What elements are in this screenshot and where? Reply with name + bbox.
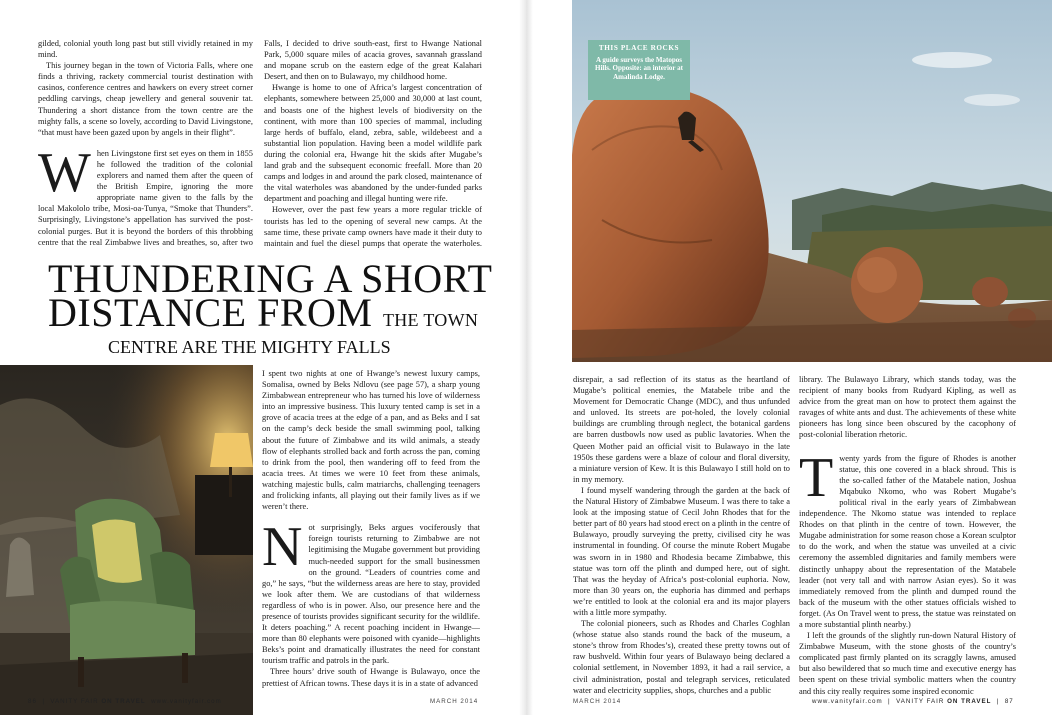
dropcap-paragraph bbox=[38, 141, 253, 250]
magazine-name: VANITY FAIR bbox=[50, 698, 99, 705]
dropcap-letter: W bbox=[38, 141, 91, 204]
dropcap-paragraph-text: hen Livingstone first set eyes on them in 1855 he followed the tradition of the colonial explorers and named them after the queen of the British Empire, ignoring the more appropriate name given to the falls by the local Makololo tribe, Mosi-oa-Tunya, “Smoke that Thunders”. Surprisingly, Livingstone’s appellation has survived the post-colonial purges. But it is beyond the borders of this throbbing centre that the real Zimbabwe lives and breathes, so, after two bbox=[38, 148, 253, 247]
left-page bbox=[0, 0, 520, 715]
dropcap-letter: T bbox=[799, 446, 834, 509]
body-paragraph: However, over the past few years a more regular trickle of tourists has led to the opening of several new camps. At the same time, these private camp owners have made it their duty to maintain and fuel the diesel pumps that operate the waterholes. bbox=[264, 205, 482, 248]
body-paragraph: Falls, I decided to drive south-east, first to Hwange National Park, 5,000 square miles of acacia groves, savannah grassland and mopane scrub on the eastern edge of the great Kalahari Desert, and then on to Bulawayo, my childhood home. bbox=[264, 39, 482, 82]
section-name: ON TRAVEL bbox=[101, 698, 146, 705]
body-paragraph: disrepair, a sad reflection of its status as the heartland of Mugabe’s political enemies, the Matabele tribe and the Movement for Democratic Change (MDC), and thus unfunded and unloved. Its streets are pot-holed, the lovely colonial buildings are crumbling through neglect, the botanical gardens are barren dustbowls now used as public lavatories. When the Queen Mother paid an official visit to Bulawayo in the late 1950s these gardens were a blaze of colour and floral diversity, a miniature version of Kew. It is this Bulawayo I still hold on to in my memory. bbox=[573, 375, 790, 484]
magazine-name: VANITY FAIR bbox=[896, 698, 945, 705]
folio-date-right: MARCH 2014 bbox=[573, 698, 622, 705]
left-column-2 bbox=[264, 38, 482, 250]
matopos-hills-photo bbox=[572, 0, 1052, 362]
body-paragraph: I left the grounds of the slightly run-down Natural History of Zimbabwe Museum, with the stone ghosts of the country’s complicated past firmly planted on its scraggly lawns, amused but also bewildered that so much time and executive energy has been spent on these trivial symbolic matters when the country and this city really requires some inspired economic bbox=[799, 631, 1016, 696]
page-number: 87 bbox=[1004, 698, 1014, 705]
dropcap-paragraph-text: wenty yards from the figure of Rhodes is another statue, this one covered in a black shroud. This is the so-called father of the Matabele nation, Joshua Mqabuko Nkomo, who was Robert Mugabe’s political rival in the early years of Zimbabwean independence. The Nkomo statue was intended to replace Rhodes on that plinth in the centre of town. However, the Mugabe administration for some reason chose a Korean sculptor to do the work, and when the statue was unveiled at a civic ceremony the assembled dignitaries and family members were distinctly unhappy about the representation of the Matabele leader (not very tall and with narrow Asian eyes). So it was immediately removed from the plinth and dumped round the back of the museum with the other statues officials wished to forget. (As On Travel went to press, the statue was reinstated on a more substantial plinth nearby.) bbox=[799, 453, 1016, 629]
body-paragraph: gilded, colonial youth long past but still vividly retained in my mind. bbox=[38, 39, 253, 60]
headline-line-2 bbox=[48, 290, 518, 337]
caption-title: THIS PLACE ROCKS bbox=[598, 44, 680, 52]
headline-line-3: CENTRE ARE THE MIGHTY FALLS bbox=[108, 337, 391, 357]
headline-line-2-small: THE TOWN bbox=[382, 310, 479, 330]
dropcap-letter: N bbox=[262, 516, 303, 579]
right-page bbox=[532, 0, 1052, 715]
body-paragraph: Hwange is home to one of Africa’s largest concentration of elephants, somewhere between 25,000 and 30,000 at last count, and boasts one of the highest levels of biodiversity on the continent, with more than 100 species of mammal, including large herds of buffalo, eland, zebra, sable, wildebeest and a substantial lion population. Having been a model wildlife park during the colonial era, Hwange hit the skids after Mugabe’s land grab and the subsequent economic freefall. More than 20 camps and lodges in and around the park closed, maintenance of the vital waterholes was abandoned by the under-funded parks department and poaching and illegal hunting were rife. bbox=[264, 83, 482, 204]
body-paragraph: Three hours’ drive south of Hwange is Bulawayo, once the prettiest of African towns. These days it is in a state of advanced bbox=[262, 667, 480, 688]
left-column-1 bbox=[38, 38, 253, 250]
headline bbox=[48, 256, 518, 357]
page-number: 86 bbox=[28, 698, 37, 705]
body-paragraph: This journey began in the town of Victoria Falls, where one finds a thriving, rackety commercial tourist destination with casinos, conference centres and hawkers on every street corner peddling carvings, cheap jewellery and general souvenir tat. Thundering a short distance from the town centre are the mighty falls, a scene so lovely, according to David Livingstone, “that must have been gazed upon by angels in their flight”. bbox=[38, 61, 253, 137]
right-column-1 bbox=[573, 374, 790, 702]
website-url: www.vanityfair.com bbox=[151, 698, 222, 705]
body-paragraph: I spent two nights at one of Hwange’s newest luxury camps, Somalisa, owned by Beks Ndlovu (see page 57), a sharp young Zimbabwean entrepreneur who has turned his love of wilderness into an impressive business. This luxury tented camp is set in a grove of acacia trees at the edge of a pan, and as Beks and I sat on the camp’s deck beside the small swimming pool, talking about the future of Zimbabwe and its wild animals, a steady flow of elephants strolled back and forth across the pan, coming to drink from the pool, then wandering off to feed from the acacia trees. At times we were 10 feet from these animals, watching majestic bulls, calm matriarchs, challenging teenagers and frolicking infants, all playing out their family lives as if we weren’t there. bbox=[262, 369, 480, 512]
armchair-interior-photo bbox=[0, 365, 253, 715]
body-paragraph: The colonial pioneers, such as Rhodes and Charles Coghlan (whose statue also stands round the back of the museum, a stone’s throw from Rhodes’s), created these pretty towns out of raw bushveld. Within four years of Bulawayo being declared a colonial settlement, in November 1893, it had a rail service, a civil administration, postal and telegraph services, reticulated water and electricity supplies, shops, churches and a public bbox=[573, 619, 790, 695]
body-paragraph: library. The Bulawayo Library, which stands today, was the recipient of many books from Rudyard Kipling, as well as advice from the great man on how to protect them against the ravages of white ants and dust. The achievements of these white pioneers has long since been obscured by the cacophony of post-colonial liberation rhetoric. bbox=[799, 375, 1016, 440]
folio-right: www.vanityfair.com | VANITY FAIR ON TRAVEL | 87 bbox=[812, 698, 1014, 705]
folio-left: 86 | VANITY FAIR ON TRAVEL www.vanityfair.com bbox=[28, 698, 222, 705]
photo-caption-box bbox=[588, 40, 690, 100]
website-url: www.vanityfair.com bbox=[812, 698, 883, 705]
caption-text: A guide surveys the Matopos Hills. Opposite: an interior at Amalinda Lodge. bbox=[595, 56, 683, 81]
body-paragraph: I found myself wandering through the garden at the back of the Natural History of Zimbabwe Museum. I was there to take a look at the imposing statue of Cecil John Rhodes that for the better part of 80 years had stood erect on a plinth in the centre of Bulawayo, proudly surveying the pretty, civilised city he was instrumental in founding. Of course the minute Robert Mugabe was sworn in in 1980 and Rhodesia became Zimbabwe, this statue was torn off the plinth and dumped here, out of sight. That was the heyday of Africa’s post-colonial euphoria. Now, more than 30 years on, the euphoria has dimmed and perhaps we’re entitled to look at the colonial era and its major players with a little more sympathy. bbox=[573, 485, 790, 617]
left-column-2-lower bbox=[262, 368, 480, 698]
section-name: ON TRAVEL bbox=[947, 698, 992, 705]
headline-line-2-large: DISTANCE FROM bbox=[48, 290, 373, 335]
right-column-2 bbox=[799, 374, 1016, 702]
page-gutter bbox=[519, 0, 533, 715]
headline-line-1: THUNDERING A SHORT bbox=[48, 256, 493, 301]
dropcap-paragraph bbox=[799, 446, 1016, 631]
dropcap-paragraph bbox=[262, 516, 480, 666]
folio-date-left: MARCH 2014 bbox=[430, 698, 479, 705]
dropcap-paragraph-text: ot surprisingly, Beks argues vociferously that foreign tourists returning to Zimbabwe are not legitimising the Mugabe government but providing much-needed support for the small businessmen on the ground. “Leaders of countries come and go,” he says, “but the wilderness areas are here to stay, provided we look after them. We are custodians of that wilderness regardless of who is in power. Also, our presence here and the presence of tourists provides significant security for the wildlife. It deters poaching.” A recent poaching incident in Hwange—more than 80 elephants were poisoned with cyanide—highlights Beks’s point and dramatically illustrates the need for constant tourism traffic and patrols in the park. bbox=[262, 523, 480, 666]
